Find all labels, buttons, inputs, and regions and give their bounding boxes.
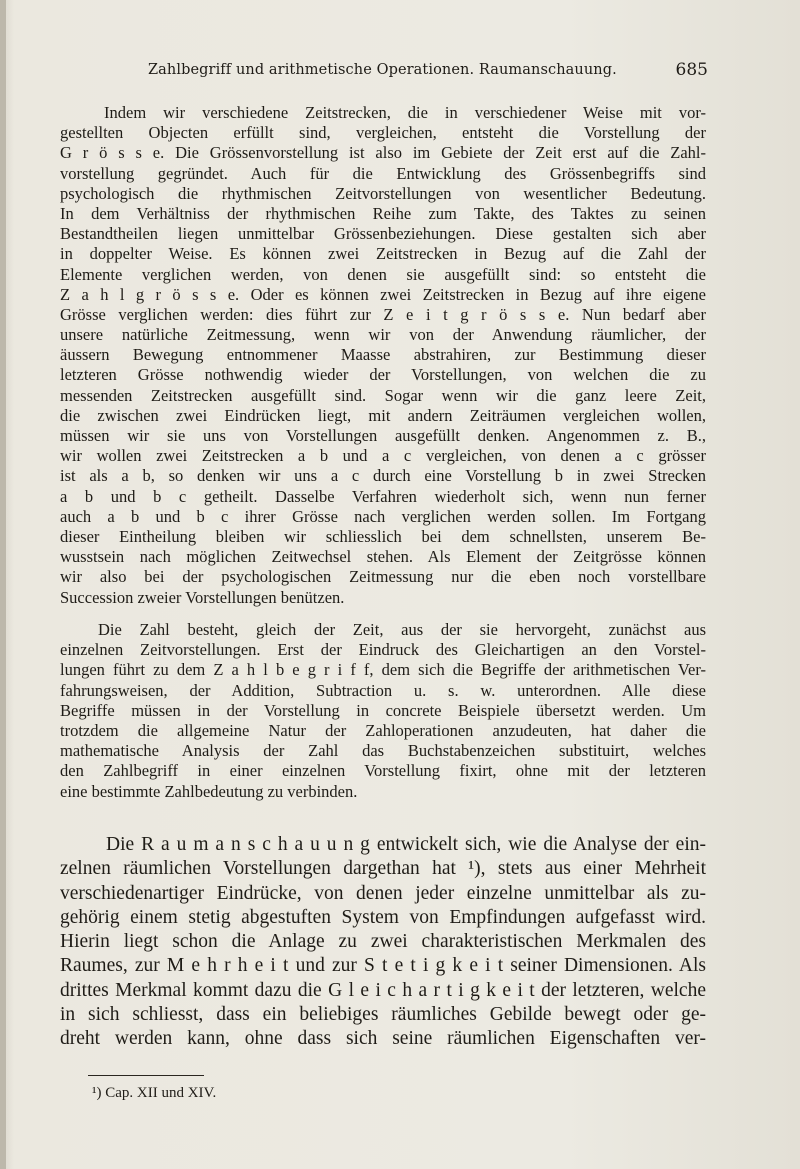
text-line: den Zahlbegriff in einer einzelnen Vorstellung fixirt, ohne mit der letzteren — [60, 761, 706, 781]
text-line: ist als a b, so denken wir uns a c durch eine Vorstellung b in zwei Strecken — [60, 466, 706, 486]
footnote-rule — [88, 1075, 204, 1076]
text-line: gehörig einem stetig abgestuften System von Empfindungen aufgefasst wird. — [60, 906, 706, 928]
text-line: Raumes, zur M e h r h e i t und zur S t e t i g k e i t seiner Dimensionen. Als — [60, 955, 706, 977]
text-line: die zwischen zwei Eindrücken liegt, mit andern Zeiträumen vergleichen wollen, — [60, 405, 706, 425]
text-line: müssen wir sie uns von Vorstellungen ausgefüllt denken. Angenommen z. B., — [60, 426, 706, 445]
page-binding-edge — [0, 0, 6, 1169]
text-line: Die R a u m a n s c h a u u n g entwickelt sich, wie die Analyse der ein- — [106, 834, 706, 855]
text-line: Indem wir verschiedene Zeitstrecken, die in verschiedener Weise mit vor- — [104, 103, 706, 122]
text-line: einzelnen Zeitvorstellungen. Erst der Eindruck des Gleichartigen an den Vorstel- — [60, 640, 706, 660]
text-line: fahrungsweisen, der Addition, Subtraction u. s. w. unterordnen. Alle diese — [60, 680, 706, 700]
page-header — [148, 62, 708, 84]
text-line: In dem Verhältniss der rhythmischen Reihe zum Takte, des Taktes zu seinen — [60, 203, 706, 223]
text-line: Bestandtheilen liegen unmittelbar Grössenbeziehungen. Diese gestalten sich aber — [60, 224, 706, 244]
text-line: dreht werden kann, ohne dass sich seine räumlichen Eigenschaften ver- — [60, 1028, 706, 1050]
text-line: messenden Zeitstrecken ausgefüllt sind. Sogar wenn wir die ganz leere Zeit, — [60, 385, 706, 405]
text-line: in sich schliesst, dass ein beliebiges räumliches Gebilde bewegt oder ge- — [60, 1004, 706, 1026]
text-line: wir also bei der psychologischen Zeitmessung nur die eben noch vorstellbare — [60, 567, 706, 587]
text-line: verschiedenartiger Eindrücke, von denen jeder einzelne unmittelbar als zu- — [60, 882, 706, 904]
text-line: lungen führt zu dem Z a h l b e g r i f f, dem sich die Begriffe der arithmetischen Ver- — [60, 660, 706, 680]
text-line: letzteren Grösse nothwendig wieder der Vorstellungen, von welchen die zu — [60, 365, 706, 385]
text-line: mathematische Analysis der Zahl das Buchstabenzeichen substituirt, welches — [60, 741, 706, 761]
text-line: auch a b und b c ihrer Grösse nach verglichen werden sollen. Im Fortgang — [60, 506, 706, 526]
text-line: Grösse verglichen werden: dies führt zur Z e i t g r ö s s e. Nun bedarf aber — [60, 304, 706, 324]
text-line: äussern Bewegung entnommener Maasse abstrahiren, zur Bestimmung dieser — [60, 345, 706, 365]
text-line: G r ö s s e. Die Grössenvorstellung ist also im Gebiete der Zeit erst auf die Zahl- — [60, 143, 706, 163]
text-line: Elemente verglichen werden, von denen sie ausgefüllt sind: so entsteht die — [60, 264, 706, 284]
text-line: wusstsein nach möglichen Zeitwechsel stehen. Als Element der Zeitgrösse können — [60, 547, 706, 567]
page-number: 685 — [675, 60, 708, 80]
text-line: vorstellung gegründet. Auch für die Entwicklung des Grössenbegriffs sind — [60, 163, 706, 183]
text-line: Z a h l g r ö s s e. Oder es können zwei Zeitstrecken in Bezug auf ihre eigene — [60, 284, 706, 304]
text-line: a b und b c getheilt. Dasselbe Verfahren wiederholt sich, wenn nun ferner — [60, 486, 706, 506]
paragraph-zahlbegriff — [60, 620, 706, 802]
text-line: Die Zahl besteht, gleich der Zeit, aus der sie hervorgeht, zunächst aus — [98, 620, 706, 639]
text-line: Begriffe müssen in der Vorstellung in concrete Beispiele übersetzt werden. Um — [60, 700, 706, 720]
text-line: dieser Eintheilung bleiben wir schliesslich bei dem schnellsten, unserem Be- — [60, 526, 706, 546]
text-line: zelnen räumlichen Vorstellungen dargethan hat ¹), stets aus einer Mehrheit — [60, 858, 706, 880]
text-line: trotzdem die allgemeine Natur der Zahloperationen anzudeuten, hat daher die — [60, 720, 706, 740]
text-line: psychologisch die rhythmischen Zeitvorstellungen von wesentlicher Bedeutung. — [60, 183, 706, 203]
text-line: unsere natürliche Zeitmessung, wenn wir von der Anwendung räumlicher, der — [60, 325, 706, 345]
text-line: Succession zweier Vorstellungen benützen. — [60, 587, 345, 607]
paragraph-zeitgroesse — [60, 103, 706, 608]
paragraph-raumanschauung — [60, 833, 706, 1052]
text-line: gestellten Objecten erfüllt sind, vergleichen, entsteht die Vorstellung der — [60, 123, 706, 143]
text-line: eine bestimmte Zahlbedeutung zu verbinden. — [60, 781, 358, 801]
running-head: Zahlbegriff und arithmetische Operationen. Raumanschauung. — [148, 62, 617, 78]
text-line: in doppelter Weise. Es können zwei Zeitstrecken in Bezug auf die Zahl der — [60, 244, 706, 264]
text-line: drittes Merkmal kommt dazu die G l e i c h a r t i g k e i t der letzteren, welche — [60, 979, 706, 1001]
text-line: wir wollen zwei Zeitstrecken a b und a c vergleichen, von denen a c grösser — [60, 446, 706, 466]
text-line: Hierin liegt schon die Anlage zu zwei charakteristischen Merkmalen des — [60, 931, 706, 953]
footnote: ¹) Cap. XII und XIV. — [92, 1085, 217, 1101]
